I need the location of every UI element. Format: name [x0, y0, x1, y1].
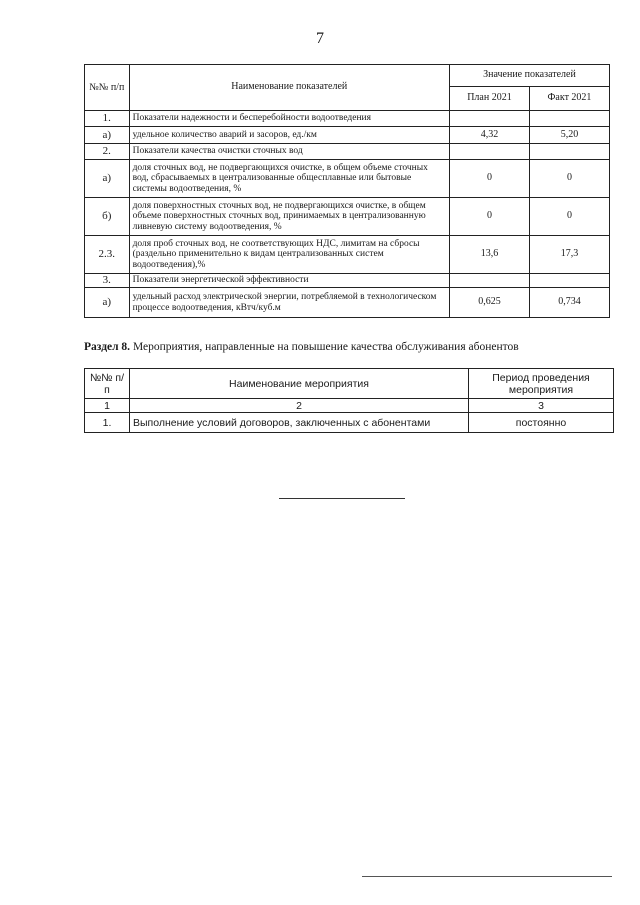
- row-fact: [529, 144, 609, 160]
- section-8-title: Мероприятия, направленные на повышение качества обслуживания абонентов: [130, 341, 519, 353]
- table-row: [85, 160, 610, 198]
- row-plan: 4,32: [449, 127, 529, 144]
- row-fact: [529, 111, 609, 127]
- row-period: постоянно: [469, 413, 614, 433]
- index-num: 1: [85, 399, 130, 413]
- table-row: [85, 198, 610, 236]
- row-name: Показатели качества очистки сточных вод: [129, 144, 449, 160]
- row-num: а): [85, 127, 130, 144]
- row-plan: 13,6: [449, 236, 529, 274]
- header-name: Наименование мероприятия: [130, 369, 469, 399]
- row-name: доля проб сточных вод, не соответствующих НДС, лимитам на сбросы (раздельно применительно к видам централизованных систем водоотведения),%: [129, 236, 449, 274]
- row-plan: [449, 111, 529, 127]
- row-num: 1.: [85, 111, 130, 127]
- row-num: а): [85, 288, 130, 318]
- row-fact: 5,20: [529, 127, 609, 144]
- row-num: а): [85, 160, 130, 198]
- row-num: 2.3.: [85, 236, 130, 274]
- page-number: 7: [316, 30, 324, 47]
- row-plan: [449, 274, 529, 288]
- table-row: [85, 144, 610, 160]
- table-row: [85, 111, 610, 127]
- row-plan: 0: [449, 160, 529, 198]
- row-name: удельное количество аварий и засоров, ед./км: [129, 127, 449, 144]
- row-num: 3.: [85, 274, 130, 288]
- row-fact: [529, 274, 609, 288]
- table-row: [85, 399, 614, 413]
- row-name: Показатели надежности и бесперебойности водоотведения: [129, 111, 449, 127]
- row-fact: 0,734: [529, 288, 609, 318]
- section-8-number: Раздел 8.: [84, 341, 131, 353]
- row-plan: 0: [449, 198, 529, 236]
- header-name: Наименование показателей: [129, 65, 449, 111]
- row-name: Показатели энергетической эффективности: [129, 274, 449, 288]
- signature-divider: [279, 498, 405, 499]
- footer-divider: [362, 876, 612, 877]
- section-8-heading: [84, 341, 519, 353]
- header-num: №№ п/п: [85, 369, 130, 399]
- row-plan: [449, 144, 529, 160]
- header-period: Период проведения мероприятия: [469, 369, 614, 399]
- row-fact: 17,3: [529, 236, 609, 274]
- row-name: удельный расход электрической энергии, потребляемой в технологическом процессе водоотведения, кВтч/куб.м: [129, 288, 449, 318]
- row-name: Выполнение условий договоров, заключенных с абонентами: [130, 413, 469, 433]
- row-fact: 0: [529, 160, 609, 198]
- table-row: [85, 274, 610, 288]
- measures-table: [84, 368, 614, 433]
- table-row: [85, 236, 610, 274]
- index-period: 3: [469, 399, 614, 413]
- table-row: [85, 413, 614, 433]
- table-row: [85, 288, 610, 318]
- row-num: 2.: [85, 144, 130, 160]
- row-name: доля поверхностных сточных вод, не подвергающихся очистке, в общем объеме поверхностных сточных вод, принимаемых в централизованную ливневую систему водоотведения, %: [129, 198, 449, 236]
- header-num: №№ п/п: [85, 65, 130, 111]
- indicators-table: [84, 64, 610, 318]
- header-values-group: Значение показателей: [449, 65, 609, 87]
- row-name: доля сточных вод, не подвергающихся очистке, в общем объеме сточных вод, сбрасываемых в централизованные общесплавные или бытовые системы водоотведения, %: [129, 160, 449, 198]
- header-plan: План 2021: [449, 87, 529, 111]
- header-fact: Факт 2021: [529, 87, 609, 111]
- row-fact: 0: [529, 198, 609, 236]
- index-name: 2: [130, 399, 469, 413]
- row-num: 1.: [85, 413, 130, 433]
- table-row: [85, 127, 610, 144]
- row-num: б): [85, 198, 130, 236]
- row-plan: 0,625: [449, 288, 529, 318]
